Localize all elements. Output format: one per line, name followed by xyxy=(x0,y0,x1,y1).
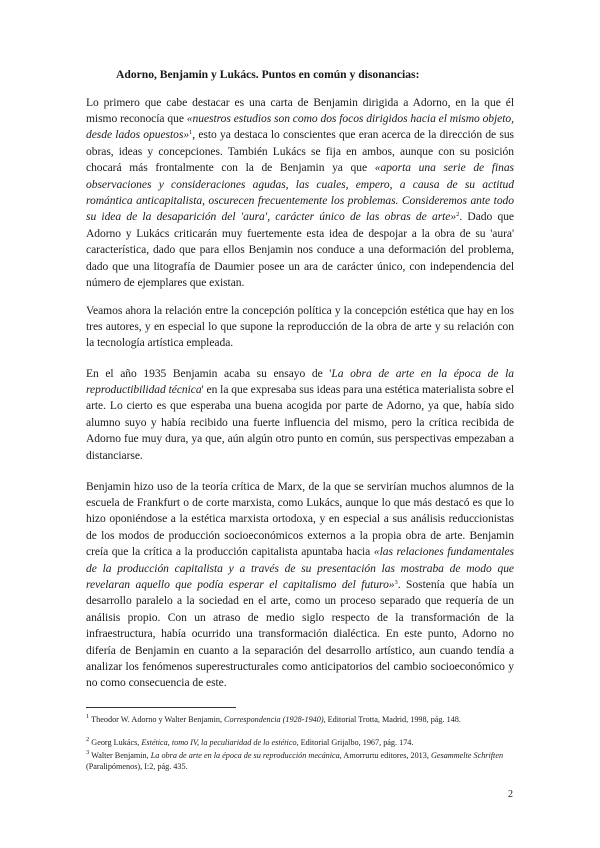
quote: «nuestros estudios son como dos focos dirigidos hacia el mismo objeto, desde lados opuestos» xyxy=(86,112,514,142)
footnote: $^2$ Georg Lukács, Estética, tomo IV, la peculiaridad de lo estético, Editorial Grijalbo, 1967, pág. 174. xyxy=(86,736,414,747)
paragraph-4: Benjamin hizo uso de la teoría crítica de Marx, de la que se servirían muchos alumnos de la escuela de Frankfurt o de corte marxista, como Lukács, aunque lo que más destacó es que lo hizo oponiéndose a la estética marxista ortodoxa, y en especial a sus análisis reduccionistas de los modos de producción socioeconómicos externos a la propia obra de arte. Benjamin creía que la crítica a la producción capitalista apuntaba hacia «las relaciones fundamentales de la producción capitalista y a través de su presentación las mostraba de modo que revelaran aquello que podía esperar el capitalismo del futuro»$^3$. Sostenía que había un desarrollo paralelo a la sociedad en el arte, como un proceso separado que requería de un análisis propio. Con un atraso de medio siglo respecto de la transformación de la infraestructura, había ocurrido una transformación dialéctica. En este punto, Adorno no difería de Benjamin en cuanto a la separación del desarrollo artístico, aun cuando tendía a analizar los fenómenos superestructurales como anticipatorios del cambio socioeconómico y no como consecuencia de este. xyxy=(86,480,514,690)
footnote: $^1$ Theodor W. Adorno y Walter Benjamin, Correspondencia (1928-1940), Editorial Trotta, Madrid, 1998, pág. 148. xyxy=(86,713,461,724)
footnote-separator xyxy=(86,707,236,708)
page-number: 2 xyxy=(508,789,513,800)
footnote-ref: 3 xyxy=(394,578,398,586)
paragraph-3: En el año 1935 Benjamin acaba su ensayo de 'La obra de arte en la época de la reproductibilidad técnica' en la que expresaba sus ideas para una estética materialista sobre el arte. Lo cierto es que esperaba una buena acogida por parte de Adorno, ya que, había sido alumno suyo y había recibido una fuerte influencia del mismo, pero la crítica recibida de Adorno fue muy dura, ya que, aún algún otro punto en común, sus perspectivas empezaban a distanciarse. xyxy=(86,367,514,462)
essay-title: La obra de arte en la época de la reproductibilidad técnica xyxy=(86,367,514,396)
section-heading: Adorno, Benjamin y Lukács. Puntos en común y disonancias: xyxy=(116,68,420,81)
paragraph-2: Veamos ahora la relación entre la concepción política y la concepción estética que hay en los tres autores, y en especial lo que supone la reproducción de la obra de arte y su relación con la tecnología artística empleada. xyxy=(86,304,514,350)
footnote-ref: 1 xyxy=(189,129,193,137)
paragraph-1: Lo primero que cabe destacar es una carta de Benjamin dirigida a Adorno, en la que él mismo reconocía que «nuestros estudios son como dos focos dirigidos hacia el mismo objeto, desde lados opuestos»$^1$, esto ya destaca lo conscientes que eran acerca de la dirección de sus obras, ideas y concepciones. También Lukács se fija en ambos, aunque con su posición chocará más frontalmente con la de Benjamin ya que «aporta una serie de finas observaciones y consideraciones agudas, las cuales, empero, a causa de su actitud romántica anticapitalista, oscurecen frecuentemente los problemas. Consideremos ante todo su idea de la desaparición del 'aura', carácter único de las obras de arte»$^2$. Dado que Adorno y Lukács criticarán muy fuertemente esta idea de despojar a la obra de su 'aura' característica, dado que para ellos Benjamin nos conduce a una deformación del problema, dado que una litografía de Daumier posee un ara de carácter único, con independencia del número de ejemplares que existan. xyxy=(86,96,515,290)
footnote: $^3$ Walter Benjamin, La obra de arte en la época de su reproducción mecánica, Amorrurtu editores, 2013, Gesammelte Schriften (Paralipómenos), I:2, pág. 435. xyxy=(86,749,504,771)
footnote-ref: 2 xyxy=(456,211,460,219)
quote: «las relaciones fundamentales de la producción capitalista y a través de su presentación las mostraba de modo que revelaran aquello que podía esperar el capitalismo del futuro» xyxy=(86,546,514,591)
quote: «aporta una serie de finas observaciones y consideraciones agudas, las cuales, empero, a causa de su actitud romántica anticapitalista, oscurecen frecuentemente los problemas. Consideremos ante todo su idea de la desaparición del 'aura', carácter único de las obras de arte» xyxy=(86,162,514,224)
